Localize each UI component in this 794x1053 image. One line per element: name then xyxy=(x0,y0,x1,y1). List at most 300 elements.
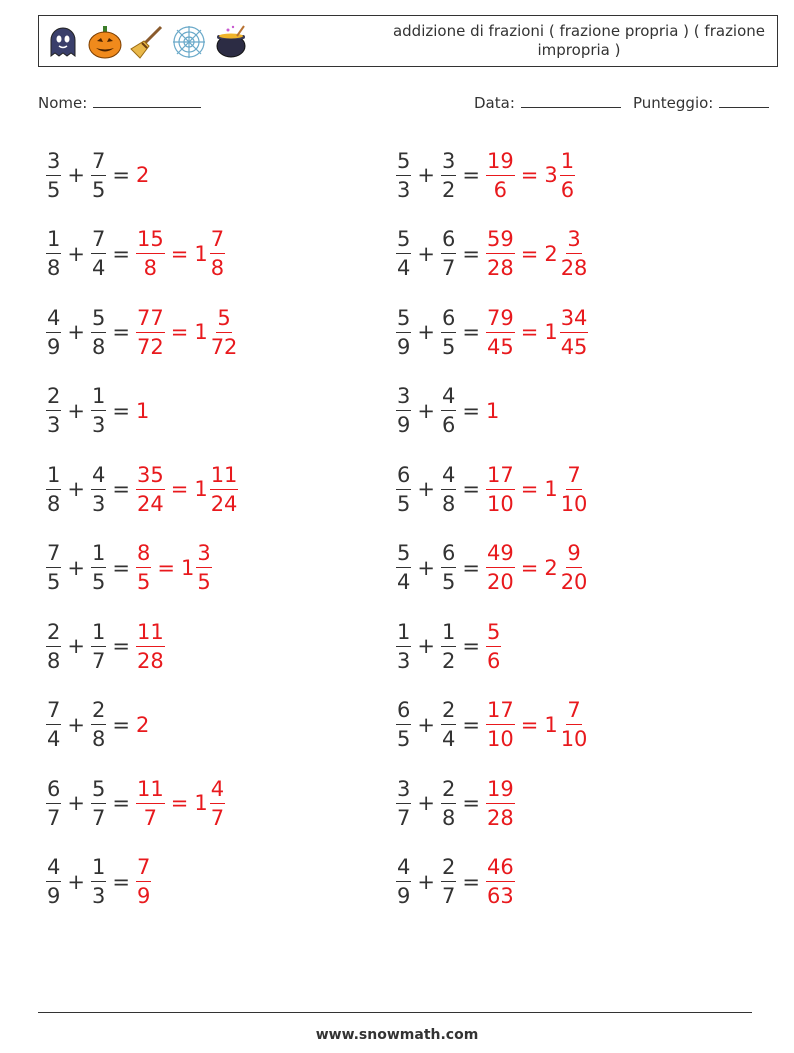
plus-sign: + xyxy=(417,634,435,658)
answer-improper-fraction xyxy=(486,463,515,516)
score-field xyxy=(633,92,769,112)
plus-sign: + xyxy=(67,163,85,187)
addend-fraction xyxy=(441,463,456,516)
answer-improper-fraction xyxy=(136,227,165,280)
denominator: 28 xyxy=(486,805,514,830)
numerator: 7 xyxy=(136,855,151,882)
numerator: 1 xyxy=(46,227,61,254)
answer-whole-number: 2 xyxy=(135,712,150,737)
numerator: 7 xyxy=(46,541,61,568)
answer-mixed-fraction xyxy=(210,463,239,516)
answer-improper-fraction xyxy=(136,463,165,516)
addend-fraction xyxy=(441,698,456,751)
answer-whole-number: 2 xyxy=(544,555,558,580)
equals-sign-answer: = xyxy=(170,791,189,815)
problem-item xyxy=(46,852,151,912)
answer-whole-number: 1 xyxy=(194,791,208,815)
denominator: 28 xyxy=(560,256,588,280)
denominator: 3 xyxy=(91,884,106,908)
denominator: 4 xyxy=(47,727,61,751)
footer-divider xyxy=(38,1012,752,1013)
numerator: 3 xyxy=(441,149,456,176)
worksheet-header xyxy=(38,15,778,67)
problem-item xyxy=(46,695,151,755)
numerator: 4 xyxy=(91,463,106,490)
broom-icon xyxy=(129,24,165,60)
equals-sign: = xyxy=(462,712,480,737)
numerator: 6 xyxy=(396,463,411,490)
numerator: 6 xyxy=(441,306,456,333)
denominator: 5 xyxy=(47,570,61,594)
footer-url: www.snowmath.com xyxy=(315,1027,479,1043)
answer-improper-fraction xyxy=(136,620,165,673)
denominator: 8 xyxy=(47,256,61,280)
equals-sign-answer: = xyxy=(170,320,189,344)
answer-improper-fraction xyxy=(136,541,151,594)
answer-whole-number: 1 xyxy=(544,477,558,501)
problem-item xyxy=(46,145,151,205)
denominator: 8 xyxy=(441,491,456,516)
addend-fraction xyxy=(91,306,106,359)
answer-improper-fraction xyxy=(136,777,165,830)
numerator: 1 xyxy=(91,541,106,568)
numerator: 2 xyxy=(91,698,106,725)
problem-item xyxy=(396,381,501,441)
answer-improper-fraction xyxy=(486,541,515,594)
numerator: 2 xyxy=(441,777,456,804)
addend-fraction xyxy=(396,306,411,359)
denominator: 45 xyxy=(560,334,588,359)
denominator: 7 xyxy=(397,805,411,830)
pumpkin-icon xyxy=(87,24,123,60)
denominator: 3 xyxy=(47,413,61,437)
equals-sign: = xyxy=(462,791,480,815)
numerator: 4 xyxy=(396,855,411,882)
addend-fraction xyxy=(46,463,61,516)
score-label: Punteggio: xyxy=(633,94,714,112)
denominator: 8 xyxy=(143,256,158,280)
addend-fraction xyxy=(46,306,61,359)
name-label: Nome: xyxy=(38,94,88,112)
denominator: 72 xyxy=(210,334,238,359)
plus-sign: + xyxy=(67,555,85,580)
addend-fraction xyxy=(441,541,456,594)
addend-fraction xyxy=(91,777,106,830)
numerator: 2 xyxy=(441,855,456,882)
answer-improper-fraction xyxy=(486,620,501,673)
equals-sign-answer: = xyxy=(520,163,539,187)
addend-fraction xyxy=(91,384,106,437)
denominator: 5 xyxy=(397,491,411,516)
addend-fraction xyxy=(396,855,411,908)
denominator: 3 xyxy=(91,491,106,516)
numerator: 59 xyxy=(486,227,515,254)
problem-item xyxy=(396,224,588,284)
numerator: 77 xyxy=(136,306,165,333)
equals-sign-answer: = xyxy=(520,712,539,737)
addend-fraction xyxy=(46,384,61,437)
date-label: Data: xyxy=(474,94,515,112)
addend-fraction xyxy=(396,384,411,437)
numerator: 11 xyxy=(136,777,165,804)
answer-whole-number: 1 xyxy=(485,398,500,423)
worksheet-title: addizione di frazioni ( frazione propria ) ( frazione impropria ) xyxy=(392,22,766,59)
answer-whole-number: 1 xyxy=(180,555,195,580)
answer-whole-number: 3 xyxy=(544,163,558,187)
answer-whole-number: 2 xyxy=(135,163,150,187)
numerator: 7 xyxy=(91,149,106,176)
date-field xyxy=(474,92,621,112)
answer-whole-number: 1 xyxy=(194,320,208,344)
numerator: 7 xyxy=(46,698,61,725)
addend-fraction xyxy=(396,620,411,673)
denominator: 2 xyxy=(441,177,456,202)
plus-sign: + xyxy=(67,477,85,501)
plus-sign: + xyxy=(67,712,85,737)
equals-sign: = xyxy=(112,555,130,580)
denominator: 4 xyxy=(397,570,411,594)
answer-whole-number: 1 xyxy=(544,712,558,737)
equals-sign: = xyxy=(112,241,130,266)
denominator: 6 xyxy=(560,177,575,202)
numerator: 5 xyxy=(91,306,106,333)
numerator: 5 xyxy=(396,306,411,333)
problem-item xyxy=(396,695,588,755)
addend-fraction xyxy=(441,855,456,908)
denominator: 2 xyxy=(441,648,456,673)
header-icons xyxy=(45,24,249,62)
numerator: 11 xyxy=(210,463,239,490)
denominator: 7 xyxy=(441,256,456,280)
denominator: 5 xyxy=(197,570,211,594)
denominator: 7 xyxy=(441,884,456,908)
problem-item xyxy=(46,381,151,441)
numerator: 3 xyxy=(566,227,581,254)
numerator: 4 xyxy=(210,777,225,804)
answer-improper-fraction xyxy=(136,306,165,359)
numerator: 15 xyxy=(136,227,165,254)
denominator: 72 xyxy=(136,334,164,359)
denominator: 63 xyxy=(486,884,514,908)
numerator: 6 xyxy=(46,777,61,804)
plus-sign: + xyxy=(417,241,435,266)
addend-fraction xyxy=(441,384,456,437)
numerator: 4 xyxy=(441,384,456,411)
numerator: 6 xyxy=(441,227,456,254)
numerator: 5 xyxy=(396,149,411,176)
plus-sign: + xyxy=(417,398,435,423)
denominator: 7 xyxy=(210,805,225,830)
plus-sign: + xyxy=(67,634,85,658)
answer-mixed-fraction xyxy=(560,698,589,751)
problem-item xyxy=(46,224,225,284)
numerator: 1 xyxy=(441,620,456,647)
addend-fraction xyxy=(91,620,106,673)
plus-sign: + xyxy=(67,320,85,344)
numerator: 8 xyxy=(136,541,151,568)
numerator: 5 xyxy=(396,227,411,254)
numerator: 19 xyxy=(486,777,515,804)
numerator: 79 xyxy=(486,306,515,333)
addend-fraction xyxy=(91,698,106,751)
equals-sign-answer: = xyxy=(520,320,539,344)
problem-item xyxy=(396,459,588,519)
denominator: 9 xyxy=(47,884,61,908)
addend-fraction xyxy=(396,541,411,594)
equals-sign: = xyxy=(462,398,480,423)
score-blank[interactable] xyxy=(719,92,769,108)
problem-item xyxy=(396,616,501,676)
numerator: 6 xyxy=(441,541,456,568)
denominator: 10 xyxy=(560,491,588,516)
numerator: 35 xyxy=(136,463,165,490)
numerator: 46 xyxy=(486,855,515,882)
denominator: 28 xyxy=(136,648,164,673)
numerator: 1 xyxy=(46,463,61,490)
problem-item xyxy=(396,302,588,362)
equals-sign: = xyxy=(112,712,130,737)
addend-fraction xyxy=(46,227,61,280)
equals-sign: = xyxy=(462,241,480,266)
equals-sign: = xyxy=(112,791,130,815)
answer-mixed-fraction xyxy=(196,541,211,594)
answer-whole-number: 1 xyxy=(544,320,558,344)
addend-fraction xyxy=(91,227,106,280)
denominator: 9 xyxy=(397,884,411,908)
numerator: 19 xyxy=(486,149,515,176)
answer-mixed-fraction xyxy=(210,227,225,280)
answer-mixed-fraction xyxy=(560,541,589,594)
numerator: 5 xyxy=(396,541,411,568)
denominator: 9 xyxy=(397,413,411,437)
addend-fraction xyxy=(396,227,411,280)
denominator: 9 xyxy=(47,334,61,359)
denominator: 5 xyxy=(91,570,106,594)
answer-whole-number: 1 xyxy=(135,398,150,423)
answer-improper-fraction xyxy=(486,149,515,202)
addend-fraction xyxy=(46,620,61,673)
denominator: 4 xyxy=(441,727,456,751)
numerator: 5 xyxy=(91,777,106,804)
addend-fraction xyxy=(396,777,411,830)
equals-sign: = xyxy=(112,869,130,894)
answer-mixed-fraction xyxy=(560,463,589,516)
plus-sign: + xyxy=(417,320,435,344)
numerator: 17 xyxy=(486,698,515,725)
plus-sign: + xyxy=(417,712,435,737)
problem-item xyxy=(46,459,238,519)
numerator: 49 xyxy=(486,541,515,568)
denominator: 8 xyxy=(91,334,106,359)
answer-improper-fraction xyxy=(486,698,515,751)
denominator: 7 xyxy=(91,648,106,673)
equals-sign: = xyxy=(462,634,480,658)
problem-item xyxy=(396,852,515,912)
equals-sign-answer: = xyxy=(520,477,539,501)
numerator: 17 xyxy=(486,463,515,490)
addend-fraction xyxy=(396,149,411,202)
numerator: 3 xyxy=(46,149,61,176)
addend-fraction xyxy=(91,149,106,202)
answer-mixed-fraction xyxy=(560,227,589,280)
addend-fraction xyxy=(91,463,106,516)
answer-mixed-fraction xyxy=(560,149,575,202)
answer-whole-number: 2 xyxy=(544,241,558,266)
denominator: 10 xyxy=(486,727,514,751)
problem-item xyxy=(46,538,212,598)
denominator: 6 xyxy=(486,648,501,673)
cauldron-icon xyxy=(213,24,249,60)
denominator: 20 xyxy=(560,570,588,594)
numerator: 7 xyxy=(566,463,581,490)
numerator: 1 xyxy=(91,620,106,647)
denominator: 8 xyxy=(441,805,456,830)
ghost-icon xyxy=(45,24,81,60)
denominator: 4 xyxy=(397,256,411,280)
numerator: 6 xyxy=(396,698,411,725)
equals-sign: = xyxy=(112,634,130,658)
denominator: 6 xyxy=(493,177,508,202)
denominator: 10 xyxy=(486,491,514,516)
problem-item xyxy=(396,538,588,598)
denominator: 8 xyxy=(47,491,61,516)
problem-item xyxy=(396,773,515,833)
denominator: 4 xyxy=(91,256,106,280)
equals-sign: = xyxy=(112,398,130,423)
addend-fraction xyxy=(441,777,456,830)
addend-fraction xyxy=(46,541,61,594)
numerator: 3 xyxy=(396,384,411,411)
name-field xyxy=(38,92,201,112)
numerator: 3 xyxy=(396,777,411,804)
denominator: 3 xyxy=(397,648,411,673)
addend-fraction xyxy=(46,698,61,751)
equals-sign-answer: = xyxy=(157,555,175,580)
answer-improper-fraction xyxy=(486,777,515,830)
plus-sign: + xyxy=(67,241,85,266)
numerator: 34 xyxy=(560,306,589,333)
addend-fraction xyxy=(396,463,411,516)
addend-fraction xyxy=(441,620,456,673)
denominator: 3 xyxy=(397,177,411,202)
plus-sign: + xyxy=(417,163,435,187)
denominator: 5 xyxy=(47,177,61,202)
equals-sign: = xyxy=(462,320,480,344)
answer-mixed-fraction xyxy=(210,777,225,830)
addend-fraction xyxy=(441,227,456,280)
spiderweb-icon xyxy=(171,24,207,60)
addend-fraction xyxy=(91,855,106,908)
numerator: 11 xyxy=(136,620,165,647)
denominator: 8 xyxy=(47,648,61,673)
addend-fraction xyxy=(46,855,61,908)
denominator: 9 xyxy=(397,334,411,359)
denominator: 6 xyxy=(441,413,456,437)
numerator: 7 xyxy=(210,227,225,254)
addend-fraction xyxy=(441,306,456,359)
addend-fraction xyxy=(441,149,456,202)
equals-sign: = xyxy=(462,163,480,187)
answer-improper-fraction xyxy=(486,227,515,280)
plus-sign: + xyxy=(67,869,85,894)
denominator: 5 xyxy=(397,727,411,751)
numerator: 4 xyxy=(46,855,61,882)
numerator: 2 xyxy=(46,620,61,647)
plus-sign: + xyxy=(417,869,435,894)
denominator: 5 xyxy=(91,177,106,202)
answer-improper-fraction xyxy=(136,855,151,908)
numerator: 1 xyxy=(396,620,411,647)
numerator: 2 xyxy=(441,698,456,725)
name-blank[interactable] xyxy=(93,92,201,108)
answer-whole-number: 1 xyxy=(194,477,208,501)
problem-item xyxy=(46,616,165,676)
denominator: 7 xyxy=(91,805,106,830)
denominator: 24 xyxy=(136,491,164,516)
plus-sign: + xyxy=(417,477,435,501)
numerator: 3 xyxy=(196,541,211,568)
numerator: 1 xyxy=(91,855,106,882)
date-blank[interactable] xyxy=(521,92,621,108)
equals-sign-answer: = xyxy=(520,241,539,266)
addend-fraction xyxy=(46,777,61,830)
numerator: 9 xyxy=(566,541,581,568)
equals-sign: = xyxy=(462,555,480,580)
plus-sign: + xyxy=(417,791,435,815)
numerator: 7 xyxy=(566,698,581,725)
plus-sign: + xyxy=(417,555,435,580)
problem-item xyxy=(46,773,225,833)
numerator: 2 xyxy=(46,384,61,411)
denominator: 24 xyxy=(210,491,238,516)
denominator: 5 xyxy=(441,570,456,594)
numerator: 4 xyxy=(46,306,61,333)
numerator: 1 xyxy=(560,149,575,176)
answer-improper-fraction xyxy=(486,855,515,908)
problem-item xyxy=(46,302,238,362)
denominator: 20 xyxy=(486,570,514,594)
denominator: 10 xyxy=(560,727,588,751)
denominator: 8 xyxy=(210,256,225,280)
equals-sign-answer: = xyxy=(520,555,539,580)
equals-sign: = xyxy=(112,320,130,344)
denominator: 7 xyxy=(47,805,61,830)
numerator: 1 xyxy=(91,384,106,411)
denominator: 7 xyxy=(143,805,158,830)
denominator: 45 xyxy=(486,334,514,359)
numerator: 5 xyxy=(216,306,231,333)
addend-fraction xyxy=(46,149,61,202)
denominator: 5 xyxy=(136,570,151,594)
problem-item xyxy=(396,145,575,205)
numerator: 4 xyxy=(441,463,456,490)
addend-fraction xyxy=(396,698,411,751)
answer-improper-fraction xyxy=(486,306,515,359)
addend-fraction xyxy=(91,541,106,594)
numerator: 5 xyxy=(486,620,501,647)
answer-mixed-fraction xyxy=(560,306,589,359)
denominator: 5 xyxy=(441,334,456,359)
equals-sign-answer: = xyxy=(170,241,189,266)
equals-sign-answer: = xyxy=(170,477,189,501)
denominator: 9 xyxy=(136,884,151,908)
answer-mixed-fraction xyxy=(210,306,239,359)
denominator: 8 xyxy=(91,727,106,751)
plus-sign: + xyxy=(67,398,85,423)
equals-sign: = xyxy=(462,869,480,894)
equals-sign: = xyxy=(112,477,130,501)
plus-sign: + xyxy=(67,791,85,815)
